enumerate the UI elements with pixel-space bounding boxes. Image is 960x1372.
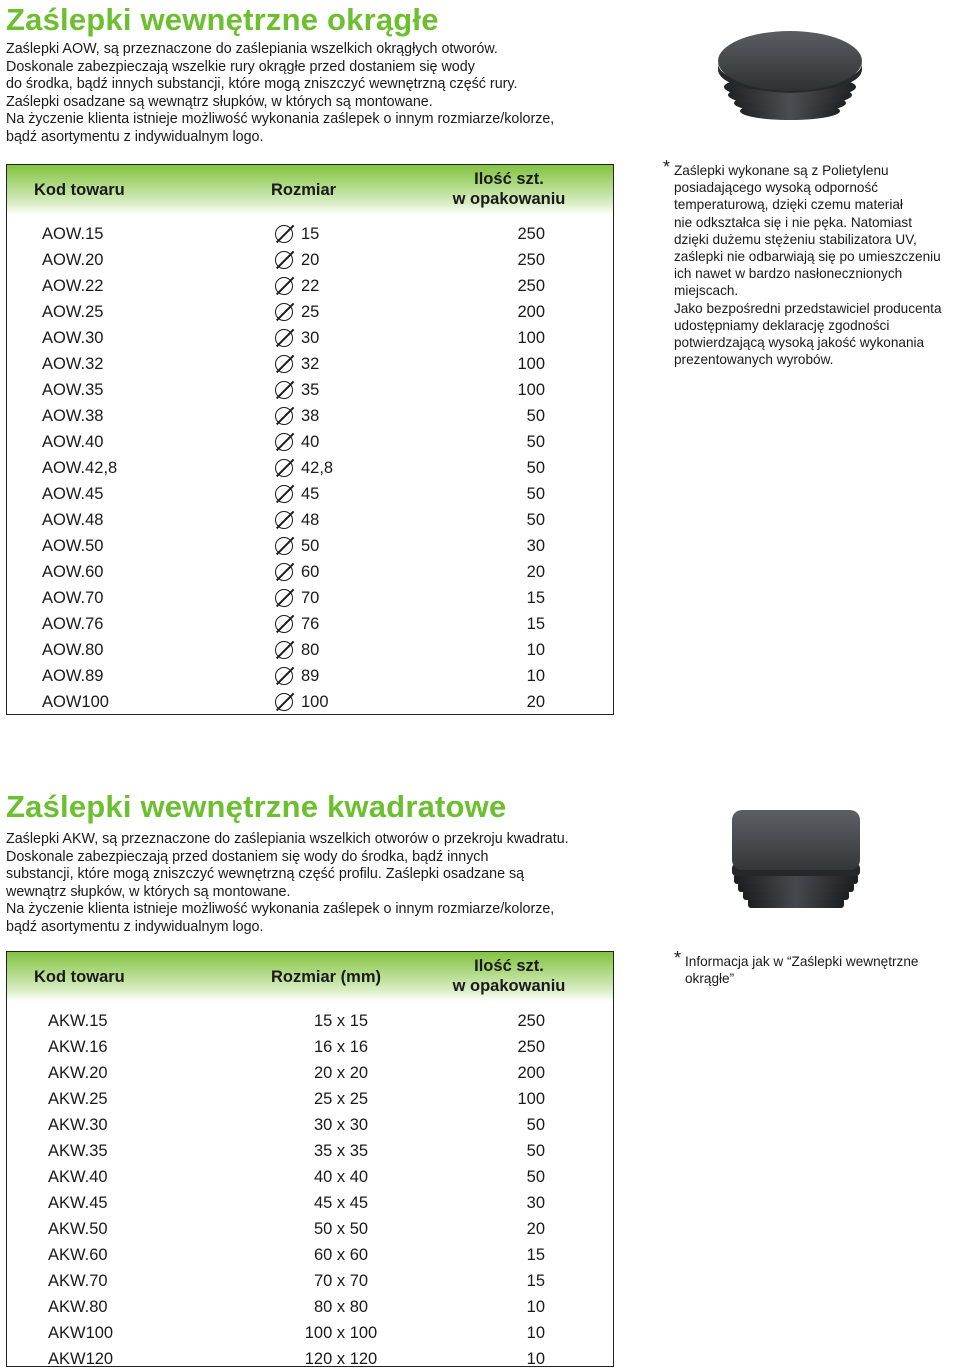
table-row <box>7 507 613 533</box>
product-size: 100 x 100 <box>304 1324 378 1342</box>
note-line: Jako bezpośredni przedstawiciel producenta <box>674 300 942 316</box>
diameter-icon <box>275 303 293 321</box>
header-size: Rozmiar <box>271 181 337 199</box>
product-size: 100 <box>301 693 329 711</box>
diameter-icon <box>275 407 293 425</box>
package-quantity: 10 <box>526 1350 545 1368</box>
table-body <box>7 1002 613 1372</box>
table-body <box>7 215 613 715</box>
table-row <box>7 1112 613 1138</box>
table-row <box>7 1034 613 1060</box>
product-code: AOW.35 <box>42 381 104 399</box>
product-code: AOW.50 <box>42 537 104 555</box>
diameter-icon <box>275 251 293 269</box>
asterisk: * <box>663 157 671 177</box>
product-code: AOW.89 <box>42 667 104 685</box>
product-size: 38 <box>301 407 320 425</box>
note-line: zaślepki nie odbarwiają się po umieszczeniu <box>674 249 941 265</box>
intro-line: wewnątrz słupków, w których są montowane. <box>6 883 291 900</box>
package-quantity: 30 <box>526 537 545 555</box>
product-size: 40 x 40 <box>313 1168 369 1186</box>
table-header <box>7 165 613 215</box>
product-size: 15 <box>301 225 320 243</box>
product-code: AKW100 <box>48 1324 114 1342</box>
product-size: 25 <box>301 303 320 321</box>
header-code: Kod towaru <box>34 968 125 986</box>
product-size: 35 <box>301 381 320 399</box>
product-code: AOW.80 <box>42 641 104 659</box>
package-quantity: 50 <box>526 1168 545 1186</box>
header-qty-line2: w opakowaniu <box>452 190 566 208</box>
package-quantity: 50 <box>526 1116 545 1134</box>
header-qty-line1: Ilość szt. <box>474 957 544 975</box>
package-quantity: 250 <box>517 1012 545 1030</box>
note-line: posiadającego wysoką odporność <box>674 180 879 196</box>
header-qty <box>439 956 579 996</box>
table-header <box>7 952 613 1002</box>
diameter-icon <box>275 537 293 555</box>
section-square-title: Zaślepki wewnętrzne kwadratowe <box>6 789 507 824</box>
square-cap-image <box>726 806 866 923</box>
product-code: AOW.42,8 <box>42 459 118 477</box>
product-size: 70 <box>301 589 320 607</box>
intro-line: do środka, bądź innych substancji, które mogą zniszczyć wewnętrzną część rury. <box>6 76 518 93</box>
product-code: AOW.32 <box>42 355 104 373</box>
product-code: AKW.40 <box>48 1168 108 1186</box>
package-quantity: 100 <box>517 381 545 399</box>
diameter-icon <box>275 277 293 295</box>
product-code: AOW.45 <box>42 485 104 503</box>
package-quantity: 10 <box>526 1324 545 1342</box>
package-quantity: 20 <box>526 693 545 711</box>
product-size: 15 x 15 <box>313 1012 369 1030</box>
package-quantity: 100 <box>517 1090 545 1108</box>
note-line: potwierdzającą wysoką jakość wykonania <box>674 335 925 351</box>
diameter-icon <box>275 485 293 503</box>
product-size: 60 x 60 <box>313 1246 369 1264</box>
table-row <box>7 533 613 559</box>
product-code: AKW.25 <box>48 1090 108 1108</box>
diameter-icon <box>275 225 293 243</box>
diameter-icon <box>275 329 293 347</box>
package-quantity: 10 <box>526 641 545 659</box>
product-size: 32 <box>301 355 320 373</box>
intro-line: Doskonale zabezpieczają przed dostaniem się wody do środka, bądź innych <box>6 848 489 865</box>
product-size: 60 <box>301 563 320 581</box>
package-quantity: 20 <box>526 1220 545 1238</box>
product-code: AOW.25 <box>42 303 104 321</box>
product-size: 30 <box>301 329 320 347</box>
table-row <box>7 221 613 247</box>
package-quantity: 10 <box>526 667 545 685</box>
note-line: miejscach. <box>674 283 739 299</box>
table-row <box>7 1060 613 1086</box>
diameter-icon <box>275 381 293 399</box>
product-code: AKW.15 <box>48 1012 108 1030</box>
header-qty-line1: Ilość szt. <box>474 170 544 188</box>
intro-line: Zaślepki osadzane są wewnątrz słupków, w których są montowane. <box>6 93 433 110</box>
product-code: AKW.30 <box>48 1116 108 1134</box>
table-row <box>7 1216 613 1242</box>
table-row <box>7 377 613 403</box>
table-row <box>7 325 613 351</box>
product-size: 70 x 70 <box>313 1272 369 1290</box>
product-size: 80 <box>301 641 320 659</box>
product-code: AOW.15 <box>42 225 104 243</box>
note-line: udostępniamy deklarację zgodności <box>674 317 890 333</box>
intro-line: Na życzenie klienta istnieje możliwość wykonania zaślepek o innym rozmiarze/kolorze, <box>6 111 555 128</box>
product-size: 22 <box>301 277 320 295</box>
table-row <box>7 1346 613 1372</box>
product-size: 89 <box>301 667 320 685</box>
product-size: 45 x 45 <box>313 1194 369 1212</box>
diameter-icon <box>275 433 293 451</box>
package-quantity: 15 <box>526 589 545 607</box>
product-code: AKW.20 <box>48 1064 108 1082</box>
product-code: AKW.80 <box>48 1298 108 1316</box>
product-size: 20 x 20 <box>313 1064 369 1082</box>
product-code: AOW.22 <box>42 277 104 295</box>
product-code: AKW.50 <box>48 1220 108 1238</box>
table-row <box>7 1294 613 1320</box>
product-code: AOW.20 <box>42 251 104 269</box>
intro-line: bądź asortymentu z indywidualnym logo. <box>6 918 264 935</box>
product-code: AKW.16 <box>48 1038 108 1056</box>
product-code: AKW.60 <box>48 1246 108 1264</box>
product-code: AKW.45 <box>48 1194 108 1212</box>
table-row <box>7 403 613 429</box>
package-quantity: 30 <box>526 1194 545 1212</box>
note-line: okrągłe” <box>685 971 735 987</box>
product-code: AKW.70 <box>48 1272 108 1290</box>
package-quantity: 15 <box>526 1246 545 1264</box>
note-line: ich nawet w bardzo nasłonecznionych <box>674 266 903 282</box>
package-quantity: 250 <box>517 1038 545 1056</box>
package-quantity: 200 <box>517 303 545 321</box>
product-size: 35 x 35 <box>313 1142 369 1160</box>
product-size: 45 <box>301 485 320 503</box>
note-line: Zaślepki wykonane są z Polietylenu <box>674 163 889 178</box>
section-round-intro <box>6 41 606 147</box>
note-line: nie odkształca się i nie pęka. Natomiast <box>674 214 913 230</box>
diameter-icon <box>275 667 293 685</box>
intro-line: substancji, które mogą zniszczyć wewnętrzną część profilu. Zaślepki osadzane są <box>6 866 525 883</box>
table-row <box>7 1190 613 1216</box>
product-code: AOW.60 <box>42 563 104 581</box>
table-row <box>7 611 613 637</box>
diameter-icon <box>275 511 293 529</box>
product-code: AKW120 <box>48 1350 114 1368</box>
diameter-icon <box>275 693 293 711</box>
product-code: AOW.38 <box>42 407 104 425</box>
package-quantity: 50 <box>526 459 545 477</box>
product-size: 40 <box>301 433 320 451</box>
diameter-icon <box>275 615 293 633</box>
package-quantity: 50 <box>526 511 545 529</box>
package-quantity: 10 <box>526 1298 545 1316</box>
diameter-icon <box>275 355 293 373</box>
intro-line: Doskonale zabezpieczają wszelkie rury okrągłe przed dostaniem się wody <box>6 58 475 75</box>
product-size: 25 x 25 <box>313 1090 369 1108</box>
table-row <box>7 1268 613 1294</box>
table-row <box>7 1320 613 1346</box>
header-qty-line2: w opakowaniu <box>452 977 566 995</box>
package-quantity: 20 <box>526 563 545 581</box>
table-row <box>7 1138 613 1164</box>
intro-line: Zaślepki AKW, są przeznaczone do zaślepiania wszelkich otworów o przekroju kwadratu. <box>6 831 569 847</box>
table-row <box>7 247 613 273</box>
intro-line: Zaślepki AOW, są przeznaczone do zaślepiania wszelkich okrągłych otworów. <box>6 41 498 57</box>
product-size: 30 x 30 <box>313 1116 369 1134</box>
note-line: dzięki dużemu stężeniu stabilizatora UV, <box>674 231 917 247</box>
product-code: AOW.48 <box>42 511 104 529</box>
table-row <box>7 1086 613 1112</box>
table-row <box>7 455 613 481</box>
table-row <box>7 1008 613 1034</box>
table-row <box>7 1164 613 1190</box>
package-quantity: 250 <box>517 225 545 243</box>
header-code: Kod towaru <box>34 181 125 199</box>
intro-line: Na życzenie klienta istnieje możliwość wykonania zaślepek o innym rozmiarze/kolorze, <box>6 901 555 918</box>
product-code: AOW.40 <box>42 433 104 451</box>
table-row <box>7 429 613 455</box>
package-quantity: 50 <box>526 485 545 503</box>
round-caps-table <box>6 164 614 715</box>
table-row <box>7 273 613 299</box>
product-size: 20 <box>301 251 320 269</box>
package-quantity: 250 <box>517 277 545 295</box>
table-row <box>7 637 613 663</box>
product-code: AOW.30 <box>42 329 104 347</box>
section-round-title: Zaślepki wewnętrzne okrągłe <box>6 2 439 37</box>
product-size: 76 <box>301 615 320 633</box>
table-row <box>7 481 613 507</box>
product-code: AOW.76 <box>42 615 104 633</box>
header-qty <box>439 169 579 209</box>
round-cap-image <box>712 25 868 130</box>
product-code: AOW.70 <box>42 589 104 607</box>
table-row <box>7 585 613 611</box>
note-line: prezentowanych wyrobów. <box>674 352 834 368</box>
package-quantity: 100 <box>517 355 545 373</box>
table-row <box>7 663 613 689</box>
square-caps-table <box>6 951 614 1367</box>
product-size: 50 x 50 <box>313 1220 369 1238</box>
product-size: 42,8 <box>301 459 334 477</box>
product-code: AOW100 <box>42 693 109 711</box>
package-quantity: 15 <box>526 1272 545 1290</box>
diameter-icon <box>275 563 293 581</box>
section-square-note <box>674 948 955 987</box>
package-quantity: 200 <box>517 1064 545 1082</box>
table-row <box>7 559 613 585</box>
package-quantity: 50 <box>526 1142 545 1160</box>
section-round-note <box>663 157 960 368</box>
package-quantity: 15 <box>526 615 545 633</box>
product-size: 48 <box>301 511 320 529</box>
diameter-icon <box>275 459 293 477</box>
note-line: temperaturową, dzięki czemu materiał <box>674 197 903 213</box>
table-row <box>7 689 613 715</box>
diameter-icon <box>275 589 293 607</box>
package-quantity: 100 <box>517 329 545 347</box>
table-row <box>7 299 613 325</box>
product-size: 80 x 80 <box>313 1298 369 1316</box>
diameter-icon <box>275 641 293 659</box>
table-row <box>7 1242 613 1268</box>
intro-line: bądź asortymentu z indywidualnym logo. <box>6 128 264 145</box>
package-quantity: 50 <box>526 407 545 425</box>
package-quantity: 250 <box>517 251 545 269</box>
product-size: 16 x 16 <box>313 1038 369 1056</box>
asterisk: * <box>674 948 682 968</box>
section-square-intro <box>6 831 626 937</box>
table-row <box>7 351 613 377</box>
product-code: AKW.35 <box>48 1142 108 1160</box>
package-quantity: 50 <box>526 433 545 451</box>
product-size: 50 <box>301 537 320 555</box>
product-size: 120 x 120 <box>304 1350 378 1368</box>
note-line: Informacja jak w “Zaślepki wewnętrzne <box>685 954 919 969</box>
header-size: Rozmiar (mm) <box>271 968 382 986</box>
